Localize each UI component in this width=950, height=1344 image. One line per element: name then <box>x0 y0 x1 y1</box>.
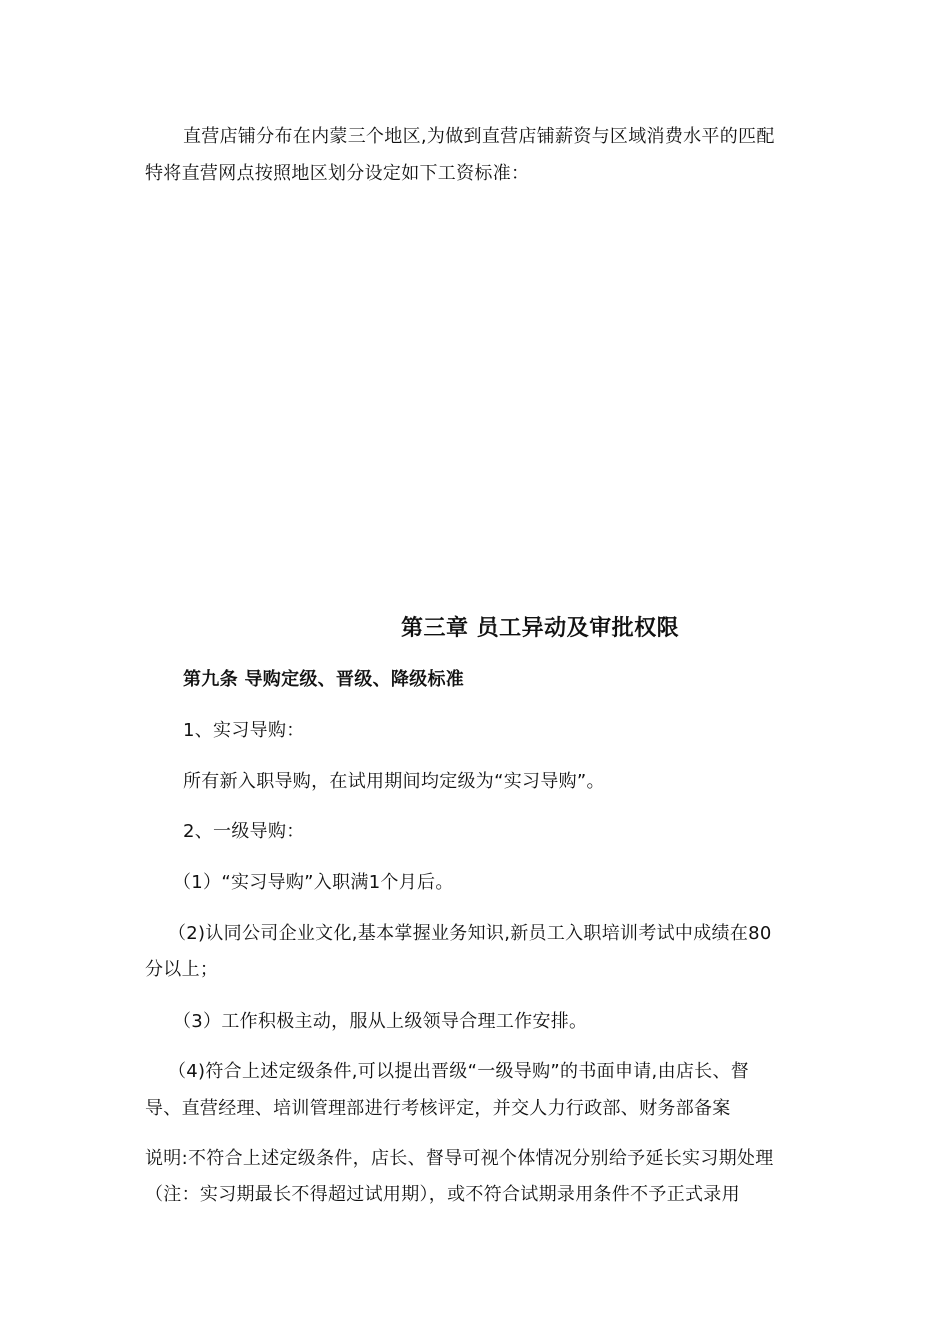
level1-heading: 2、一级导购： <box>183 821 305 842</box>
intro-paragraph-line-1: 直营店铺分布在内蒙三个地区,为做到直营店铺薪资与区域消费水平的匹配 <box>183 126 775 147</box>
level1-item-3: （3）工作积极主动，服从上级领导合理工作安排。 <box>173 1011 588 1032</box>
article-title: 第九条 导购定级、晋级、降级标准 <box>183 669 465 690</box>
intro-paragraph-line-2: 特将直营网点按照地区划分设定如下工资标准： <box>145 163 530 184</box>
note-line-1: 说明:不符合上述定级条件，店长、督导可视个体情况分别给予延长实习期处理 <box>145 1148 774 1169</box>
level1-item-2-line-1: （2)认同公司企业文化,基本掌握业务知识,新员工入职培训考试中成绩在80 <box>168 923 772 944</box>
level1-item-1: （1）“实习导购”入职满1个月后。 <box>173 872 454 893</box>
intern-heading: 1、实习导购： <box>183 720 305 741</box>
note-line-2: （注：实习期最长不得超过试用期），或不符合试期录用条件不予正式录用 <box>145 1184 740 1205</box>
level1-item-4-line-2: 导、直营经理、培训管理部进行考核评定，并交人力行政部、财务部备案 <box>145 1098 731 1119</box>
level1-item-2-line-2: 分以上； <box>145 959 219 980</box>
level1-item-4-line-1: （4)符合上述定级条件,可以提出晋级“一级导购”的书面申请,由店长、督 <box>168 1061 750 1082</box>
intern-text: 所有新入职导购，在试用期间均定级为“实习导购”。 <box>183 771 605 792</box>
chapter-title: 第三章 员工异动及审批权限 <box>401 616 680 641</box>
